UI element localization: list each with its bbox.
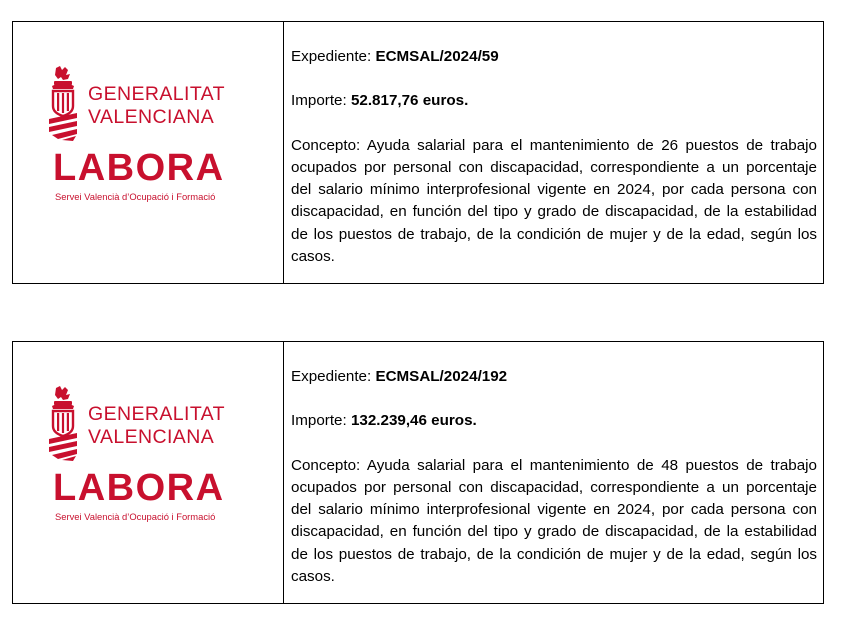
brand-line-valenciana: VALENCIANA (88, 426, 215, 448)
brand-line-generalitat: GENERALITAT (88, 83, 225, 105)
importe-line (291, 90, 817, 112)
importe-label: Importe: (291, 412, 351, 430)
importe-line (291, 410, 817, 432)
expediente-label: Expediente: (291, 48, 376, 65)
expediente-label: Expediente: (291, 368, 376, 385)
brand-subtitle: Servei Valencià d’Ocupació i Formació (55, 191, 216, 202)
brand-labora-wordmark: LABORA (53, 147, 225, 189)
expediente-line (291, 366, 817, 388)
brand-line-generalitat: GENERALITAT (88, 403, 225, 425)
logo-cell (13, 22, 284, 283)
expediente-value: ECMSAL/2024/192 (375, 368, 508, 385)
importe-label: Importe: (291, 92, 351, 110)
expediente-value: ECMSAL/2024/59 (375, 48, 499, 65)
record-table-1 (12, 21, 824, 284)
importe-value: 132.239,46 euros. (350, 412, 477, 430)
valencian-crest-icon (46, 66, 80, 144)
brand-labora-wordmark: LABORA (53, 467, 225, 509)
details-cell (284, 22, 823, 283)
expediente-line (291, 46, 817, 68)
concepto-text: Concepto: Ayuda salarial para el mantenimiento de 26 puestos de trabajo ocupados por personal con discapacidad, correspondiente a un porcentaje del salario mínimo interprofesional vigente en 2024, por cada persona con discapacidad, en función del tipo y grado de discapacidad, de la estabilidad de los puestos de trabajo, de la condición de mujer y de la edad, según los casos. (291, 136, 817, 266)
logo-cell (13, 342, 284, 603)
details-cell (284, 342, 823, 603)
concepto-text: Concepto: Ayuda salarial para el mantenimiento de 48 puestos de trabajo ocupados por personal con discapacidad, correspondiente a un porcentaje del salario mínimo interprofesional vigente en 2024, por cada persona con discapacidad, en función del tipo y grado de discapacidad, de la estabilidad de los puestos de trabajo, de la condición de mujer y de la edad, según los casos. (291, 456, 817, 586)
record-table-2 (12, 341, 824, 604)
importe-value: 52.817,76 euros. (350, 92, 469, 110)
brand-subtitle: Servei Valencià d’Ocupació i Formació (55, 511, 216, 522)
valencian-crest-icon (46, 386, 80, 464)
brand-line-valenciana: VALENCIANA (88, 106, 215, 128)
